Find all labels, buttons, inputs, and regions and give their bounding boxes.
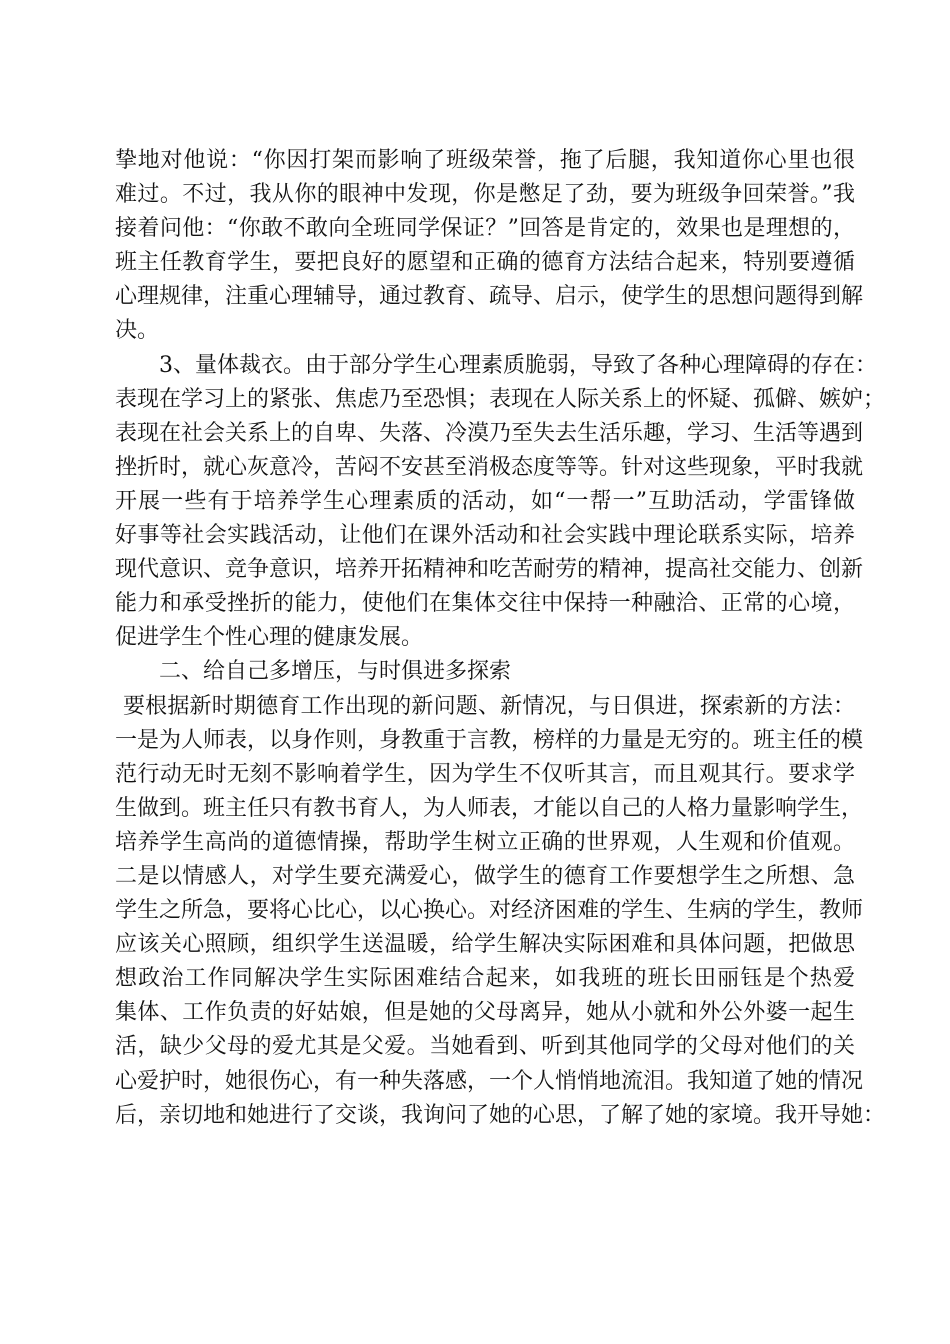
text-line: 想政治工作同解决学生实际困难结合起来，如我班的班长田丽钰是个热爱 [115,966,855,992]
text-line: 好事等社会实践活动，让他们在课外活动和社会实践中理论联系实际，培养 [115,523,855,549]
text-line: 后，亲切地和她进行了交谈，我询问了她的心思，了解了她的家境。我开导她： [115,1102,886,1128]
text-line: 心爱护时，她很伤心，有一种失落感，一个人悄悄地流泪。我知道了她的情况 [115,1068,864,1094]
text-line: 心理规律，注重心理辅导，通过教育、疏导、启示，使学生的思想问题得到解 [115,284,864,310]
text-line: 要根据新时期德育工作出现的新问题、新情况，与日俱进，探索新的方法： [123,693,855,719]
text-line: 现代意识、竞争意识，培养开拓精神和吃苦耐劳的精神，提高社交能力、创新 [115,557,864,583]
text-line: 集体、工作负责的好姑娘，但是她的父母离异，她从小就和外公外婆一起生 [115,1000,855,1026]
paragraph-heading-line: 3、量体裁衣。由于部分学生心理素质脆弱，导致了各种心理障碍的存在： [159,352,877,378]
text-line: 二是以情感人，对学生要充满爱心，做学生的德育工作要想学生之所想、急 [115,863,855,889]
text-line: 能力和承受挫折的能力，使他们在集体交往中保持一种融洽、正常的心境， [115,591,855,617]
text-line: 一是为人师表，以身作则，身教重于言教，榜样的力量是无穷的。班主任的模 [115,727,864,753]
text-line: 班主任教育学生，要把良好的愿望和正确的德育方法结合起来，特别要遵循 [115,250,855,276]
text-line: 范行动无时无刻不影响着学生，因为学生不仅听其言，而且观其行。要求学 [115,761,855,787]
text-line: 难过。不过，我从你的眼神中发现，你是憋足了劲，要为班级争回荣誉。”我 [115,182,855,208]
text-line: 活，缺少父母的爱尤其是父爱。当她看到、听到其他同学的父母对他们的关 [115,1034,855,1060]
text-line: 决。 [115,318,160,344]
section-heading: 二、给自己多增压，与时俱进多探索 [159,659,512,685]
text-line: 开展一些有于培养学生心理素质的活动，如“一帮一”互助活动，学雷锋做 [115,488,855,514]
text-line: 表现在社会关系上的自卑、失落、冷漠乃至失去生活乐趣，学习、生活等遇到 [115,420,864,446]
text-line: 挫折时，就心灰意冷，苦闷不安甚至消极态度等等。针对这些现象，平时我就 [115,454,864,480]
text-line: 促进学生个性心理的健康发展。 [115,625,424,651]
text-line: 生做到。班主任只有教书育人，为人师表，才能以自己的人格力量影响学生， [115,795,864,821]
text-line: 学生之所急，要将心比心，以心换心。对经济困难的学生、生病的学生，教师 [115,898,864,924]
text-line: 接着问他：“你敢不敢向全班同学保证？”回答是肯定的，效果也是理想的， [115,216,855,242]
text-line: 挚地对他说：“你因打架而影响了班级荣誉，拖了后腿，我知道你心里也很 [115,148,855,173]
text-line: 应该关心照顾，组织学生送温暖，给学生解决实际困难和具体问题，把做思 [115,932,855,958]
text-line: 表现在学习上的紧张、焦虑乃至恐惧；表现在人际关系上的怀疑、孤僻、嫉妒； [115,386,886,412]
text-line: 培养学生高尚的道德情操，帮助学生树立正确的世界观，人生观和价值观。 [115,829,855,855]
document-body [115,144,886,1133]
